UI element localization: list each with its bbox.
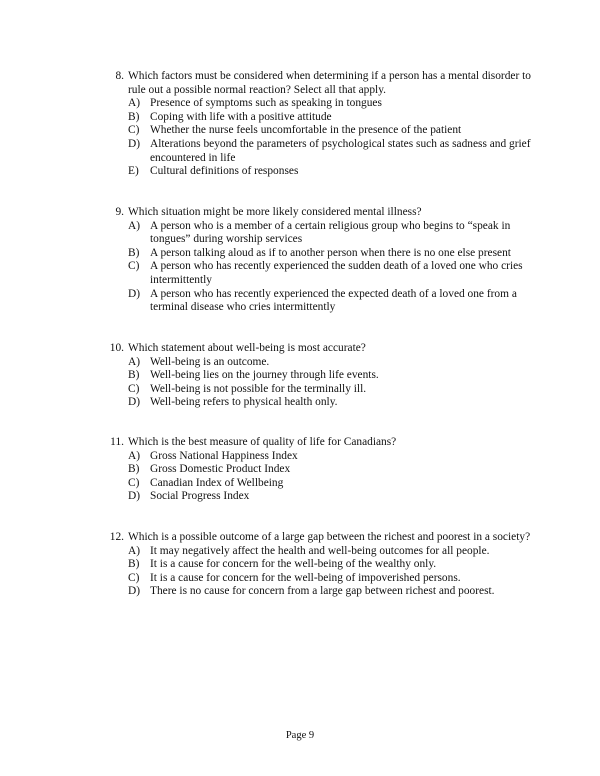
option-text: A person talking aloud as if to another person when there is no one else present [150, 246, 511, 259]
option-text: Social Progress Index [150, 490, 250, 503]
question-text: Which is the best measure of quality of life for Canadians? [128, 436, 397, 448]
option-text: Cultural definitions of responses [150, 165, 299, 178]
option-letter: C) [128, 260, 140, 273]
option-text: A person who has recently experienced the expected death of a loved one from a terminal disease who cries intermittently [150, 287, 517, 314]
option-letter: A) [128, 97, 141, 110]
answer-options [108, 220, 548, 315]
option-text: A person who is a member of a certain religious group who begins to “speak in tongues” during worship services [150, 219, 511, 246]
answer-option [108, 220, 548, 247]
option-letter: D) [128, 137, 141, 150]
option-letter: B) [128, 110, 140, 123]
option-text: It is a cause for concern for the well-being of impoverished persons. [150, 571, 461, 584]
option-text: Canadian Index of Wellbeing [150, 476, 284, 489]
option-text: Well-being refers to physical health only. [150, 396, 338, 409]
answer-option [108, 477, 548, 491]
answer-option [108, 165, 548, 179]
option-letter: A) [128, 219, 141, 232]
option-letter: E) [128, 165, 139, 178]
answer-option [108, 396, 548, 410]
question-11 [108, 436, 548, 504]
question-12 [108, 531, 548, 599]
option-letter: C) [128, 476, 140, 489]
option-text: Presence of symptoms such as speaking in tongues [150, 97, 382, 110]
question-stem [108, 70, 548, 97]
answer-option [108, 97, 548, 111]
question-text: Which statement about well-being is most accurate? [128, 342, 366, 354]
question-stem [108, 436, 548, 450]
option-letter: C) [128, 382, 140, 395]
option-text: It may negatively affect the health and well-being outcomes for all people. [150, 544, 490, 557]
option-text: It is a cause for concern for the well-being of the wealthy only. [150, 558, 437, 571]
answer-option [108, 558, 548, 572]
option-letter: D) [128, 585, 141, 598]
option-letter: D) [128, 490, 141, 503]
option-text: Alterations beyond the parameters of psychological states such as sadness and grief encountered in life [150, 137, 531, 164]
option-letter: B) [128, 369, 140, 382]
question-number: 11. [110, 436, 124, 448]
answer-options [108, 356, 548, 410]
option-text: Gross National Happiness Index [150, 449, 298, 462]
question-number: 12. [109, 531, 124, 543]
question-text: Which factors must be considered when determining if a person has a mental disorder to rule out a possible normal reaction? Select all that apply. [128, 70, 531, 96]
option-letter: D) [128, 396, 141, 409]
answer-option [108, 369, 548, 383]
option-letter: A) [128, 355, 141, 368]
option-letter: B) [128, 463, 140, 476]
question-8 [108, 70, 548, 179]
option-letter: A) [128, 449, 141, 462]
answer-option [108, 288, 548, 315]
question-9 [108, 206, 548, 315]
answer-option [108, 463, 548, 477]
option-letter: A) [128, 544, 141, 557]
answer-option [108, 383, 548, 397]
answer-option [108, 545, 548, 559]
answer-option [108, 138, 548, 165]
question-number: 8. [115, 70, 124, 82]
option-text: A person who has recently experienced the sudden death of a loved one who cries intermittently [150, 260, 523, 286]
question-number: 9. [115, 206, 124, 218]
option-text: There is no cause for concern from a large gap between richest and poorest. [150, 585, 495, 598]
answer-option [108, 260, 548, 287]
option-letter: D) [128, 287, 141, 300]
question-text: Which is a possible outcome of a large gap between the richest and poorest in a society? [128, 531, 531, 543]
answer-option [108, 450, 548, 464]
option-letter: B) [128, 558, 140, 571]
answer-option [108, 490, 548, 504]
option-text: Well-being lies on the journey through life events. [150, 369, 379, 382]
question-10 [108, 342, 548, 410]
option-letter: C) [128, 124, 140, 137]
answer-options [108, 450, 548, 504]
answer-options [108, 97, 548, 179]
answer-option [108, 585, 548, 599]
option-text: Well-being is an outcome. [150, 355, 270, 368]
page-footer [0, 730, 600, 741]
answer-option [108, 247, 548, 261]
option-text: Coping with life with a positive attitude [150, 110, 332, 123]
answer-option [108, 356, 548, 370]
answer-option [108, 111, 548, 125]
answer-options [108, 545, 548, 599]
option-letter: C) [128, 571, 140, 584]
option-letter: B) [128, 246, 140, 259]
question-stem [108, 342, 548, 356]
option-text: Gross Domestic Product Index [150, 463, 291, 476]
answer-option [108, 124, 548, 138]
page-number: Page 9 [285, 730, 315, 741]
question-stem [108, 206, 548, 220]
question-number: 10. [109, 342, 124, 354]
question-stem [108, 531, 548, 545]
option-text: Whether the nurse feels uncomfortable in the presence of the patient [150, 124, 462, 137]
option-text: Well-being is not possible for the terminally ill. [150, 382, 367, 395]
answer-option [108, 572, 548, 586]
question-text: Which situation might be more likely considered mental illness? [128, 206, 422, 218]
